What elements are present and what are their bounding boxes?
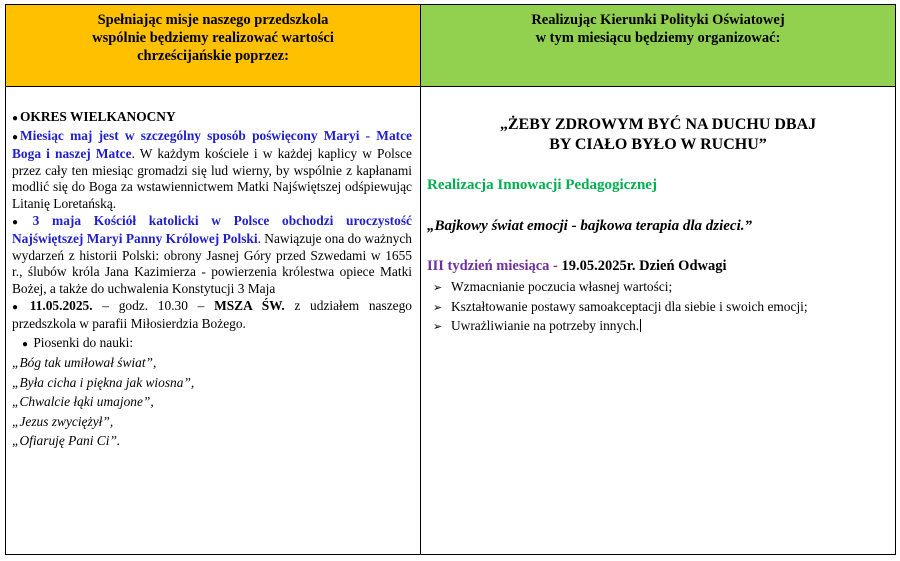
left-body xyxy=(12,109,412,451)
week-heading: III tydzień miesiąca - 19.05.2025r. Dzień Odwagi xyxy=(427,258,727,274)
right-header-line-1: Realizując Kierunki Polityki Oświatowej xyxy=(531,12,785,28)
left-header-line-2: wspólnie będziemy realizować wartości xyxy=(92,30,334,46)
goals-list xyxy=(433,278,808,337)
song-item: „Chwalcie łąki umajone”, xyxy=(12,394,154,410)
motto xyxy=(421,115,895,155)
motto-line-1: „ŻEBY ZDROWYM BYĆ NA DUCHU DBAJ xyxy=(499,116,817,133)
left-header-line-3: chrześcijańskie poprzez: xyxy=(137,48,289,64)
may3-paragraph: ● 3 maja Kościół katolicki w Polsce obchodzi uroczystość Najświętszej Maryi Panny Królowej Polski. Nawiązuje ona do ważnych wydarzeń z historii Polski: obrony Jasnej Góry przed Szwedami w 1655 r., ślubów króla Jana Kazimierza - powierzenia królestwa opiece Matki Bożej, a także do uchwalenia Konstytucji 3 Maja xyxy=(12,212,412,296)
right-header xyxy=(421,5,895,87)
may-paragraph: ● Miesiąc maj jest w szczególny sposób poświęcony Maryi - Matce Boga i naszej Matce. W każdym kościele i w każdej kaplicy w Polsce przez cały ten miesiąc gromadzi się lud wierny, by wspólnie z kapłanami modlić się do Boga za wstawiennictwem Matki Najświętszej odśpiewując Litanię Loretańską. xyxy=(12,127,412,211)
innovation-label: Realizacja Innowacji Pedagogicznej xyxy=(427,177,657,193)
bullet-icon: ● xyxy=(12,301,19,313)
okres-item: ● OKRES WIELKANOCNY xyxy=(12,109,412,128)
list-item: ➢ Kształtowanie postawy samoakceptacji dla siebie i swoich emocji; xyxy=(433,298,808,318)
left-header-line-1: Spełniając misje naszego przedszkola xyxy=(97,12,329,28)
text-cursor xyxy=(640,319,641,332)
innovation-title: „Bajkowy świat emocji - bajkowa terapia dla dzieci.” xyxy=(427,218,752,234)
left-column xyxy=(6,5,421,554)
song-item: „Jezus zwyciężył”, xyxy=(12,413,114,429)
left-header xyxy=(6,5,420,87)
arrow-icon: ➢ xyxy=(433,321,443,333)
bullet-icon: ● xyxy=(12,113,19,124)
plan-table xyxy=(5,4,896,555)
bullet-icon: ● xyxy=(12,131,19,143)
song-item: „Ofiaruję Pani Ci”. xyxy=(12,433,121,449)
motto-line-2: BY CIAŁO BYŁO W RUCHU” xyxy=(549,136,767,153)
list-item: ➢ Uwrażliwianie na potrzeby innych. xyxy=(433,317,808,337)
arrow-icon: ➢ xyxy=(433,301,443,314)
right-column xyxy=(421,5,895,554)
songs-label: ● Piosenki do nauki: xyxy=(12,335,412,354)
right-header-line-2: w tym miesiącu będziemy organizować: xyxy=(535,30,781,46)
mass-paragraph: ● 11.05.2025. – godz. 10.30 – MSZA ŚW. z udziałem naszego przedszkola w parafii Miłosierdzia Bożego. xyxy=(12,297,412,332)
song-item: „Bóg tak umiłował świat”, xyxy=(12,355,157,371)
list-item: ➢ Wzmacnianie poczucia własnej wartości; xyxy=(433,278,808,298)
song-item: „Była cicha i piękna jak wiosna”, xyxy=(12,374,195,390)
bullet-icon: ● xyxy=(22,338,29,350)
bullet-icon: ● xyxy=(12,216,19,228)
arrow-icon: ➢ xyxy=(433,282,443,294)
